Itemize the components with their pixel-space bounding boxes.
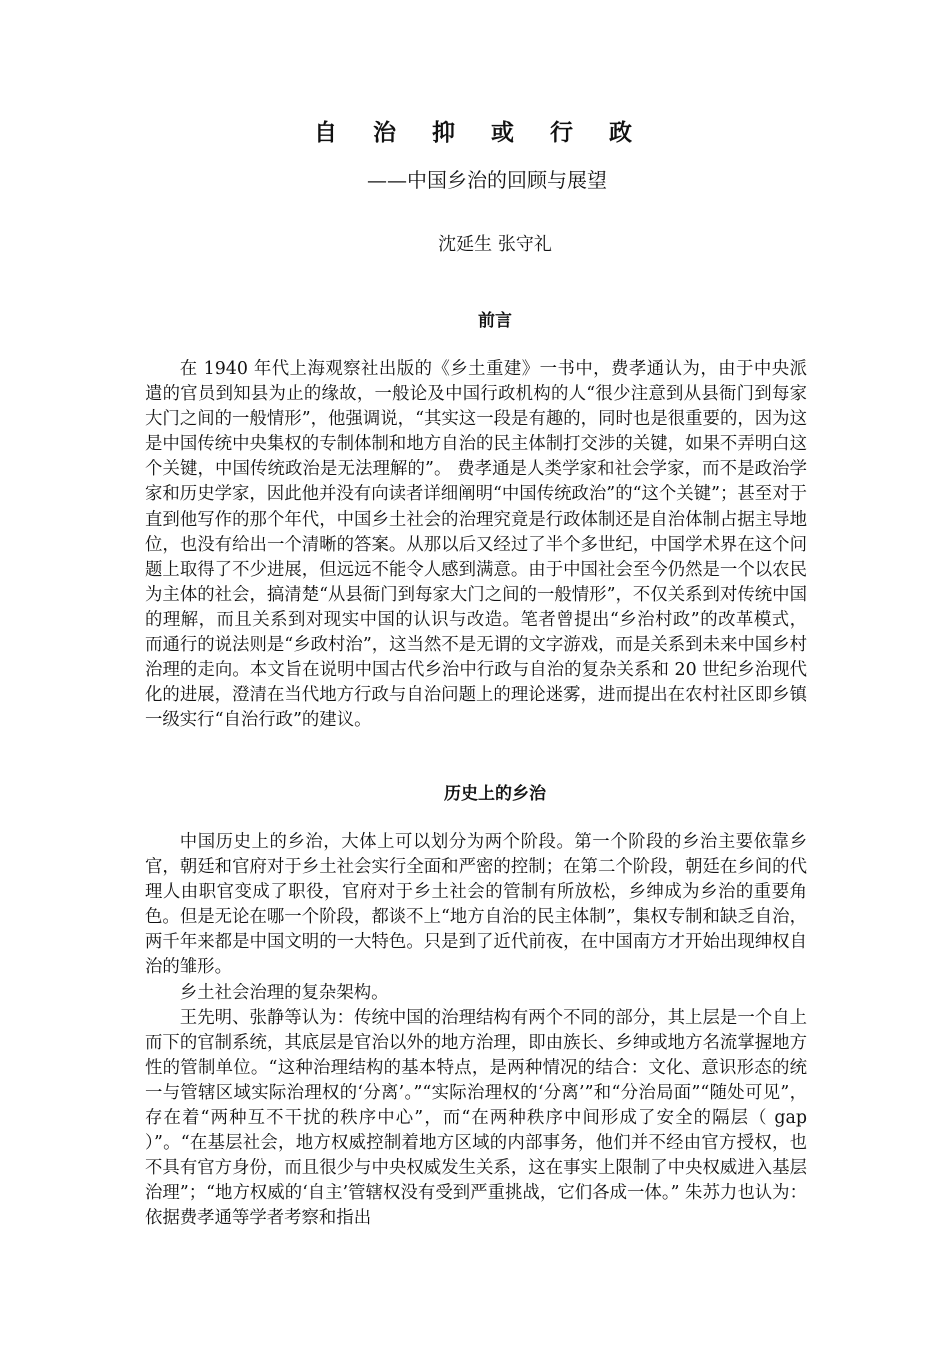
article-subtitle: ——中国乡治的回顾与展望 bbox=[367, 168, 607, 192]
paragraph: 在 1940 年代上海观察社出版的《乡土重建》一书中，费孝通认为，由于中央派遣的官员到知县为止的缘故，一般论及中国行政机构的人“很少注意到从县衙门到每家大门之间的一般情形”，他强调说，“其实这一段是有趣的，同时也是很重要的，因为这是中国传统中央集权的专制体制和地方自治的民主体制打交涉的关键，如果不弄明白这个关键，中国传统政治是无法理解的”。 费孝通是人类学家和社会学家，而不是政治学家和历史学家，因此他并没有向读者详细阐明“中国传统政治”的“这个关键”；甚至对于直到他写作的那个年代，中国乡土社会的治理究竟是行政体制还是自治体制占据主导地位，也没有给出一个清晰的答案。从那以后又经过了半个多世纪，中国学术界在这个问题上取得了不少进展，但远远不能令人感到满意。由于中国社会至今仍然是一个以农民为主体的社会，搞清楚“从县衙门到每家大门之间的一般情形”，不仅关系到对传统中国的理解，而且关系到对现实中国的认识与改造。笔者曾提出“乡治村政”的改革模式， 而通行的说法则是“乡政村治”，这当然不是无谓的文字游戏，而是关系到未来中国乡村治理的走向。本文旨在说明中国古代乡治中行政与自治的复杂关系和 20 世纪乡治现代化的进展，澄清在当代地方行政与自治问题上的理论迷雾，进而提出在农村社区即乡镇一级实行“自治行政”的建议。 bbox=[145, 359, 807, 731]
paragraph: 乡土社会治理的复杂架构。 bbox=[179, 982, 389, 1003]
paragraph: 王先明、张静等认为：传统中国的治理结构有两个不同的部分，其上层是一个自上而下的官制系统，其底层是官治以外的地方治理，即由族长、乡绅或地方名流掌握地方性的管制单位。“这种治理结构的基本特点，是两种情况的结合：文化、意识形态的统一与管辖区域实际治理权的‘分离’。”“实际治理权的‘分离’”和“分治局面”“随处可见”，存在着“两种互不干扰的秩序中心”，而“在两种秩序中间形成了安全的隔层（ gap ）”。“在基层社会，地方权威控制着地方区域的内部事务，他们并不经由官方授权，也不具有官方身份，而且很少与中央权威发生关系，这在事实上限制了中央权威进入基层治理”；“地方权威的‘自主’管辖权没有受到严重挑战，它们各成一体。” 朱苏力也认为：依据费孝通等学者考察和指出 bbox=[145, 1007, 807, 1229]
paragraph: 中国历史上的乡治，大体上可以划分为两个阶段。第一个阶段的乡治主要依靠乡官，朝廷和官府对于乡土社会实行全面和严密的控制；在第二个阶段，朝廷在乡间的代理人由职官变成了职役，官府对于乡土社会的管制有所放松，乡绅成为乡治的重要角色。但是无论在哪一个阶段，都谈不上“地方自治的民主体制”，集权专制和缺乏自治，两千年来都是中国文明的一大特色。只是到了近代前夜，在中国南方才开始出现绅权自治的雏形。 bbox=[145, 832, 807, 978]
section-body-history bbox=[145, 830, 807, 1232]
article-title: 自 治 抑 或 行 政 bbox=[313, 119, 647, 146]
section-body-preface bbox=[145, 357, 807, 733]
article-authors: 沈延生 张守礼 bbox=[438, 234, 552, 255]
section-heading-preface: 前言 bbox=[478, 311, 512, 331]
section-heading-history: 历史上的乡治 bbox=[444, 784, 546, 804]
